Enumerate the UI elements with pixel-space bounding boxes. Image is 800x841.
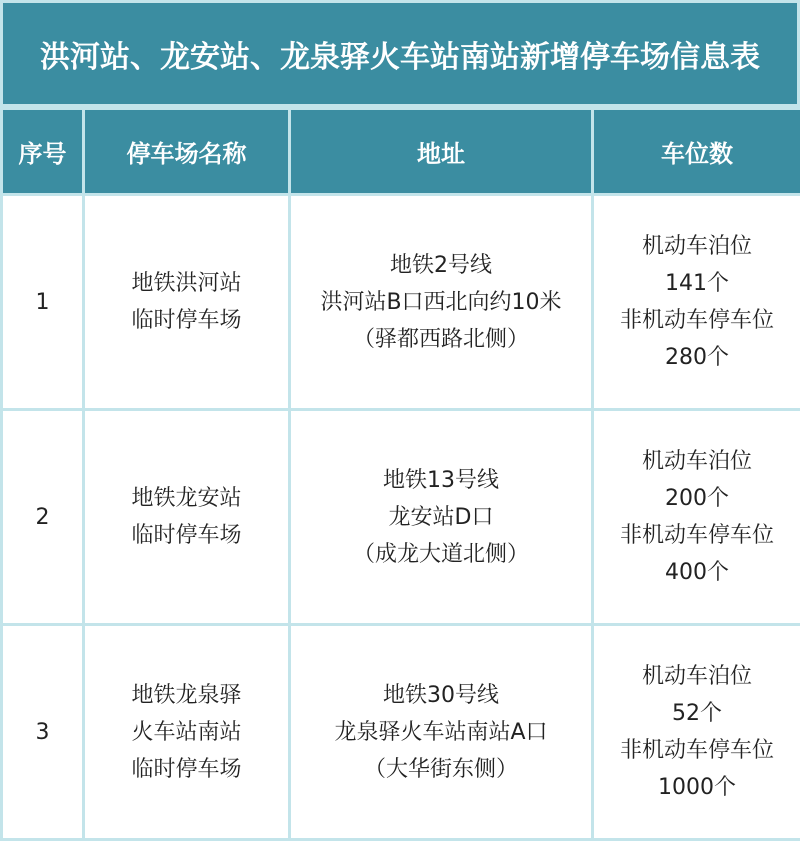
address-line: （驿都西路北侧） [291, 321, 591, 358]
address-line: 洪河站B口西北向约10米 [291, 284, 591, 321]
name-line: 地铁龙泉驿 [85, 677, 288, 714]
spaces-line: 非机动车停车位 [594, 302, 800, 339]
header-spaces: 车位数 [593, 109, 800, 195]
address-line: （成龙大道北侧） [291, 536, 591, 573]
spaces-line: 机动车泊位 [594, 658, 800, 695]
address-line: 龙安站D口 [291, 499, 591, 536]
name-line: 地铁龙安站 [85, 480, 288, 517]
address-line: 龙泉驿火车站南站A口 [291, 714, 591, 751]
header-index: 序号 [2, 109, 84, 195]
name-line: 临时停车场 [85, 302, 288, 339]
address-line: 地铁13号线 [291, 462, 591, 499]
spaces-line: 280个 [594, 339, 800, 376]
address-line: （大华街东侧） [291, 751, 591, 788]
name-line: 地铁洪河站 [85, 265, 288, 302]
header-address: 地址 [290, 109, 593, 195]
spaces-line: 200个 [594, 480, 800, 517]
cell-index: 1 [2, 195, 84, 410]
spaces-line: 141个 [594, 265, 800, 302]
cell-spaces [593, 410, 800, 625]
header-name: 停车场名称 [84, 109, 290, 195]
cell-name [84, 625, 290, 840]
spaces-line: 机动车泊位 [594, 228, 800, 265]
spaces-line: 非机动车停车位 [594, 732, 800, 769]
table-row [2, 410, 800, 625]
name-line: 火车站南站 [85, 714, 288, 751]
parking-info-table [0, 107, 800, 841]
table-title: 洪河站、龙安站、龙泉驿火车站南站新增停车场信息表 [40, 32, 760, 76]
address-line: 地铁2号线 [291, 247, 591, 284]
header-row [2, 109, 800, 195]
spaces-line: 非机动车停车位 [594, 517, 800, 554]
table-row [2, 625, 800, 840]
spaces-line: 400个 [594, 554, 800, 591]
cell-address [290, 625, 593, 840]
title-bar [0, 0, 800, 107]
name-line: 临时停车场 [85, 751, 288, 788]
spaces-line: 1000个 [594, 769, 800, 806]
cell-spaces [593, 625, 800, 840]
cell-address [290, 410, 593, 625]
cell-name [84, 410, 290, 625]
name-line: 临时停车场 [85, 517, 288, 554]
spaces-line: 52个 [594, 695, 800, 732]
cell-name [84, 195, 290, 410]
cell-index: 2 [2, 410, 84, 625]
cell-address [290, 195, 593, 410]
cell-index: 3 [2, 625, 84, 840]
cell-spaces [593, 195, 800, 410]
spaces-line: 机动车泊位 [594, 443, 800, 480]
address-line: 地铁30号线 [291, 677, 591, 714]
table-row [2, 195, 800, 410]
